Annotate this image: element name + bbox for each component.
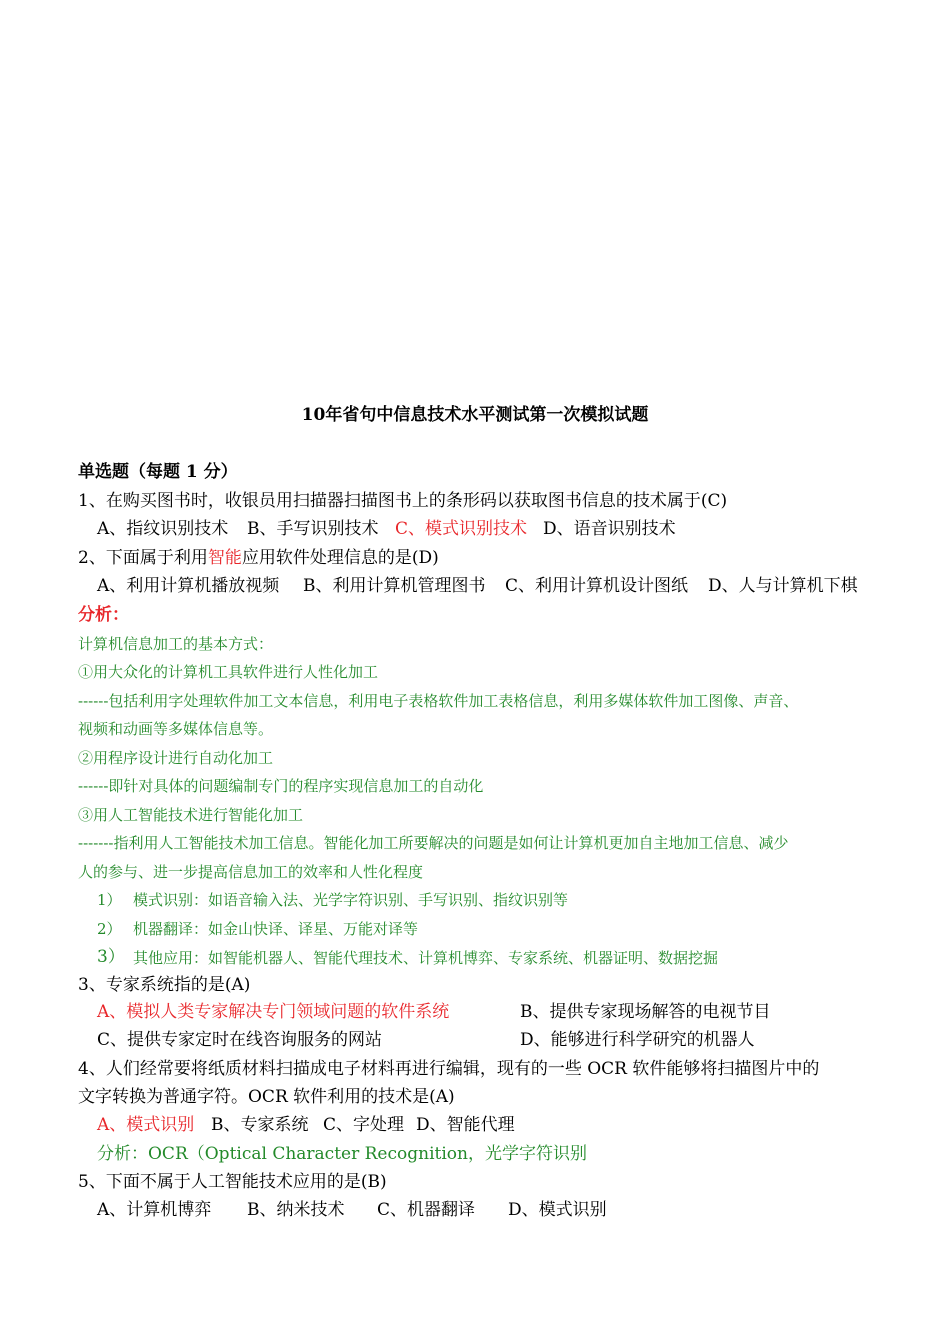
- analysis-line-7: ③用人工智能技术进行智能化加工: [78, 806, 304, 824]
- question-4-option-b: B、专家系统: [211, 1115, 309, 1135]
- question-3-option-c: C、提供专家定时在线咨询服务的网站: [97, 1030, 383, 1050]
- question-4-stem-line-2: 文字转换为普通字符。OCR 软件利用的技术是(A): [78, 1087, 455, 1107]
- analysis-line-6: ------即针对具体的问题编制专门的程序实现信息加工的自动化: [78, 777, 484, 795]
- question-5-option-b: B、纳米技术: [247, 1200, 345, 1220]
- question-4-option-c: C、字处理: [323, 1115, 405, 1135]
- question-1-stem: 1、在购买图书时，收银员用扫描器扫描图书上的条形码以获取图书信息的技术属于(C): [78, 491, 728, 511]
- question-4-option-d: D、智能代理: [416, 1115, 515, 1135]
- question-5-stem: 5、下面不属于人工智能技术应用的是(B): [78, 1172, 387, 1192]
- question-4-analysis: 分析：OCR（Optical Character Recognition，光学字符识别: [97, 1144, 587, 1164]
- question-4-stem-line-1: 4、人们经常要将纸质材料扫描成电子材料再进行编辑，现有的一些 OCR 软件能够将扫描图片中的: [78, 1059, 820, 1079]
- analysis-line-8: -------指利用人工智能技术加工信息。智能化加工所要解决的问题是如何让计算机更加自主地加工信息、减少: [78, 834, 789, 852]
- question-5-option-a: A、计算机博弈: [97, 1200, 212, 1220]
- analysis-item-3-text: 其他应用：如智能机器人、智能代理技术、计算机博弈、专家系统、机器证明、数据挖掘: [133, 949, 719, 967]
- question-4-option-a: A、模式识别: [97, 1115, 195, 1135]
- question-2-stem-pre: 2、下面属于利用: [78, 548, 208, 568]
- question-5-option-d: D、模式识别: [508, 1200, 607, 1220]
- analysis-item-2-text: 机器翻译：如金山快译、译星、万能对译等: [133, 920, 419, 938]
- analysis-line-5: ②用程序设计进行自动化加工: [78, 749, 274, 767]
- question-2-option-d: D、人与计算机下棋: [708, 576, 858, 596]
- question-1-option-a: A、指纹识别技术: [97, 519, 229, 539]
- analysis-line-9: 人的参与、进一步提高信息加工的效率和人性化程度: [78, 863, 424, 881]
- question-3-option-a: A、模拟人类专家解决专门领域问题的软件系统: [97, 1002, 450, 1022]
- section-heading: 单选题（每题 1 分）: [78, 462, 238, 482]
- analysis-item-1-text: 模式识别：如语音输入法、光学字符识别、手写识别、指纹识别等: [133, 891, 569, 909]
- analysis-item-3-number: 3）: [97, 947, 125, 967]
- question-2-stem: [78, 546, 439, 570]
- analysis-line-1: 计算机信息加工的基本方式：: [78, 635, 274, 653]
- question-5-option-c: C、机器翻译: [377, 1200, 476, 1220]
- question-3-option-d: D、能够进行科学研究的机器人: [520, 1030, 755, 1050]
- question-1-option-d: D、语音识别技术: [543, 519, 676, 539]
- question-3-option-b: B、提供专家现场解答的电视节目: [520, 1002, 771, 1022]
- analysis-heading: 分析：: [78, 605, 129, 625]
- question-1-option-c: C、模式识别技术: [395, 519, 528, 539]
- question-1-option-b: B、手写识别技术: [247, 519, 379, 539]
- question-3-stem: 3、专家系统指的是(A): [78, 975, 251, 995]
- analysis-line-4: 视频和动画等多媒体信息等。: [78, 720, 274, 738]
- question-2-option-c: C、利用计算机设计图纸: [505, 576, 689, 596]
- analysis-item-1-number: 1）: [97, 891, 122, 909]
- analysis-item-2-number: 2）: [97, 920, 122, 938]
- question-2-stem-highlight: 智能: [207, 548, 242, 568]
- document-title: 10年省句中信息技术水平测试第一次模拟试题: [301, 405, 649, 425]
- question-2-option-b: B、利用计算机管理图书: [303, 576, 486, 596]
- analysis-line-3: ------包括利用字处理软件加工文本信息，利用电子表格软件加工表格信息，利用多媒体软件加工图像、声音、: [78, 692, 799, 710]
- question-2-option-a: A、利用计算机播放视频: [97, 576, 280, 596]
- analysis-line-2: ①用大众化的计算机工具软件进行人性化加工: [78, 663, 379, 681]
- question-2-stem-post: 应用软件处理信息的是(D): [241, 548, 439, 568]
